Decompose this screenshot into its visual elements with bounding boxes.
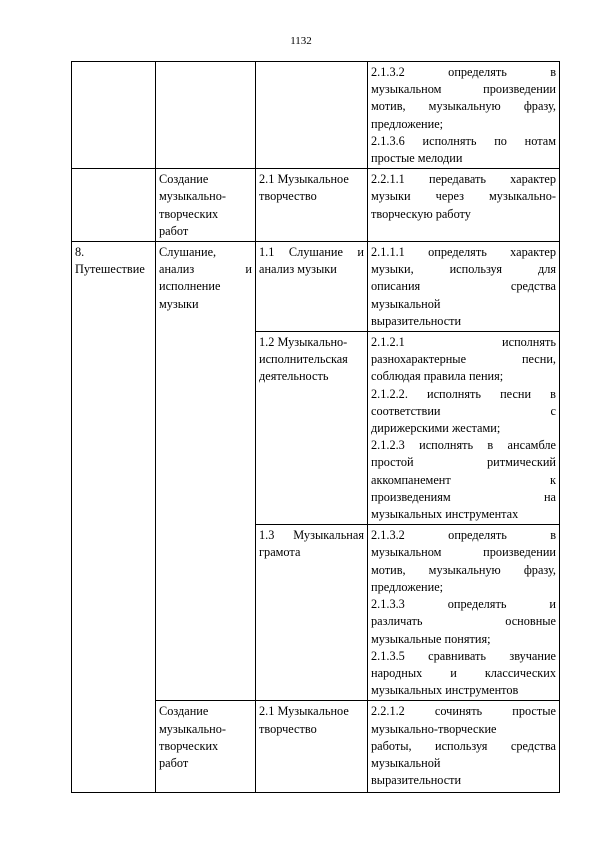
cell-subsection (256, 525, 368, 701)
cell-section (156, 242, 256, 701)
cell-subsection (256, 62, 368, 169)
cell-text-line: произведениям на (371, 489, 556, 504)
cell-text-line: Путешествие (75, 262, 145, 277)
cell-text-line: предложение; (371, 579, 444, 594)
cell-text-line: 2.1.3.6 исполнять по нотам (371, 133, 556, 148)
cell-text-line: творческую работу (371, 206, 471, 221)
cell-text-line: Создание (159, 704, 209, 719)
cell-objectives (368, 242, 560, 332)
cell-objectives (368, 332, 560, 525)
table-row (72, 169, 560, 242)
cell-text-line: работы, используя средства (371, 738, 556, 753)
cell-text-line: музыкальном произведении (371, 545, 556, 560)
page-number: 1132 (290, 35, 312, 47)
cell-text-line: Создание (159, 172, 209, 187)
cell-text-line: творческих (159, 738, 219, 753)
cell-section (156, 701, 256, 793)
cell-text-line: грамота (259, 545, 301, 560)
cell-text-line: 2.2.1.2 сочинять простые (371, 704, 556, 719)
cell-topic (72, 242, 156, 793)
cell-section (156, 62, 256, 169)
cell-text-line: 2.1.2.2. исполнять песни в (371, 386, 556, 401)
cell-text-line: музыкальных инструментов (371, 683, 519, 698)
cell-text-line: 2.1.3.2 определять в (371, 528, 556, 543)
cell-text-line: аккомпанемент к (371, 472, 556, 487)
cell-text-line: исполнение (159, 279, 221, 294)
cell-text-line: дирижерскими жестами; (371, 421, 501, 436)
cell-text-line: творчество (259, 721, 317, 736)
cell-text-line: мотив, музыкальную фразу, (371, 562, 556, 577)
cell-text-line: мотив, музыкальную фразу, (371, 99, 556, 114)
cell-subsection (256, 332, 368, 525)
cell-text-line: анализ музыки (259, 262, 337, 277)
cell-text-line: музыкальном произведении (371, 82, 556, 97)
cell-objectives (368, 525, 560, 701)
cell-subsection (256, 242, 368, 332)
cell-text-line: музыкальных инструментах (371, 507, 519, 522)
cell-text-line: простой ритмический (371, 455, 556, 470)
cell-text-line: музыкальной (371, 296, 441, 311)
cell-topic (72, 62, 156, 169)
cell-subsection (256, 169, 368, 242)
cell-section (156, 169, 256, 242)
cell-text-line: творческих (159, 206, 219, 221)
cell-text-line: творчество (259, 189, 317, 204)
cell-text-line: музыкально- (159, 189, 226, 204)
cell-text-line: 1.1 Слушание и (259, 245, 364, 260)
cell-text-line: предложение; (371, 116, 444, 131)
cell-text-line: 1.3 Музыкальная (259, 528, 364, 543)
table-row (72, 242, 560, 332)
cell-topic (72, 169, 156, 242)
cell-text-line: 8. (75, 245, 85, 260)
cell-text-line: описания средства (371, 279, 556, 294)
cell-text-line: выразительности (371, 313, 462, 328)
cell-text-line: 2.1 Музыкальное (259, 172, 349, 187)
cell-text-line: 2.1.3.2 определять в (371, 65, 556, 79)
cell-text-line: музыкальной (371, 755, 441, 770)
cell-text-line: музыки через музыкально- (371, 189, 556, 204)
cell-text-line: 2.2.1.1 передавать характер (371, 172, 556, 187)
cell-text-line: народных и классических (371, 665, 556, 680)
cell-text-line: соответствии с (371, 403, 556, 418)
cell-text-line: 2.1.3.5 сравнивать звучание (371, 648, 556, 663)
cell-text-line: простые мелодии (371, 151, 463, 166)
cell-text-line: 2.1.1.1 определять характер (371, 245, 556, 260)
cell-text-line: исполнительская (259, 352, 348, 367)
cell-text-line: 2.1.3.3 определять и (371, 597, 556, 612)
cell-objectives (368, 169, 560, 242)
cell-text-line: 2.1 Музыкальное (259, 704, 349, 719)
cell-text-line: музыкально-творческие (371, 721, 497, 736)
curriculum-table (71, 61, 560, 793)
cell-text-line: анализ и (159, 262, 252, 277)
cell-objectives (368, 62, 560, 169)
cell-text-line: различать основные (371, 614, 556, 629)
cell-objectives (368, 701, 560, 793)
cell-text-line: Слушание, (159, 245, 217, 260)
cell-text-line: 2.1.2.1 исполнять (371, 335, 556, 350)
cell-text-line: музыки (159, 296, 199, 311)
cell-text-line: музыкально- (159, 721, 226, 736)
cell-text-line: разнохарактерные песни, (371, 352, 556, 367)
cell-text-line: работ (159, 223, 189, 238)
cell-subsection (256, 701, 368, 793)
cell-text-line: деятельность (259, 369, 329, 384)
cell-text-line: 1.2 Музыкально- (259, 335, 348, 350)
cell-text-line: выразительности (371, 773, 462, 788)
cell-text-line: 2.1.2.3 исполнять в ансамбле (371, 438, 556, 453)
table-row (72, 62, 560, 169)
cell-text-line: музыки, используя для (371, 262, 556, 277)
cell-text-line: работ (159, 755, 189, 770)
cell-text-line: музыкальные понятия; (371, 631, 491, 646)
cell-text-line: соблюдая правила пения; (371, 369, 504, 384)
